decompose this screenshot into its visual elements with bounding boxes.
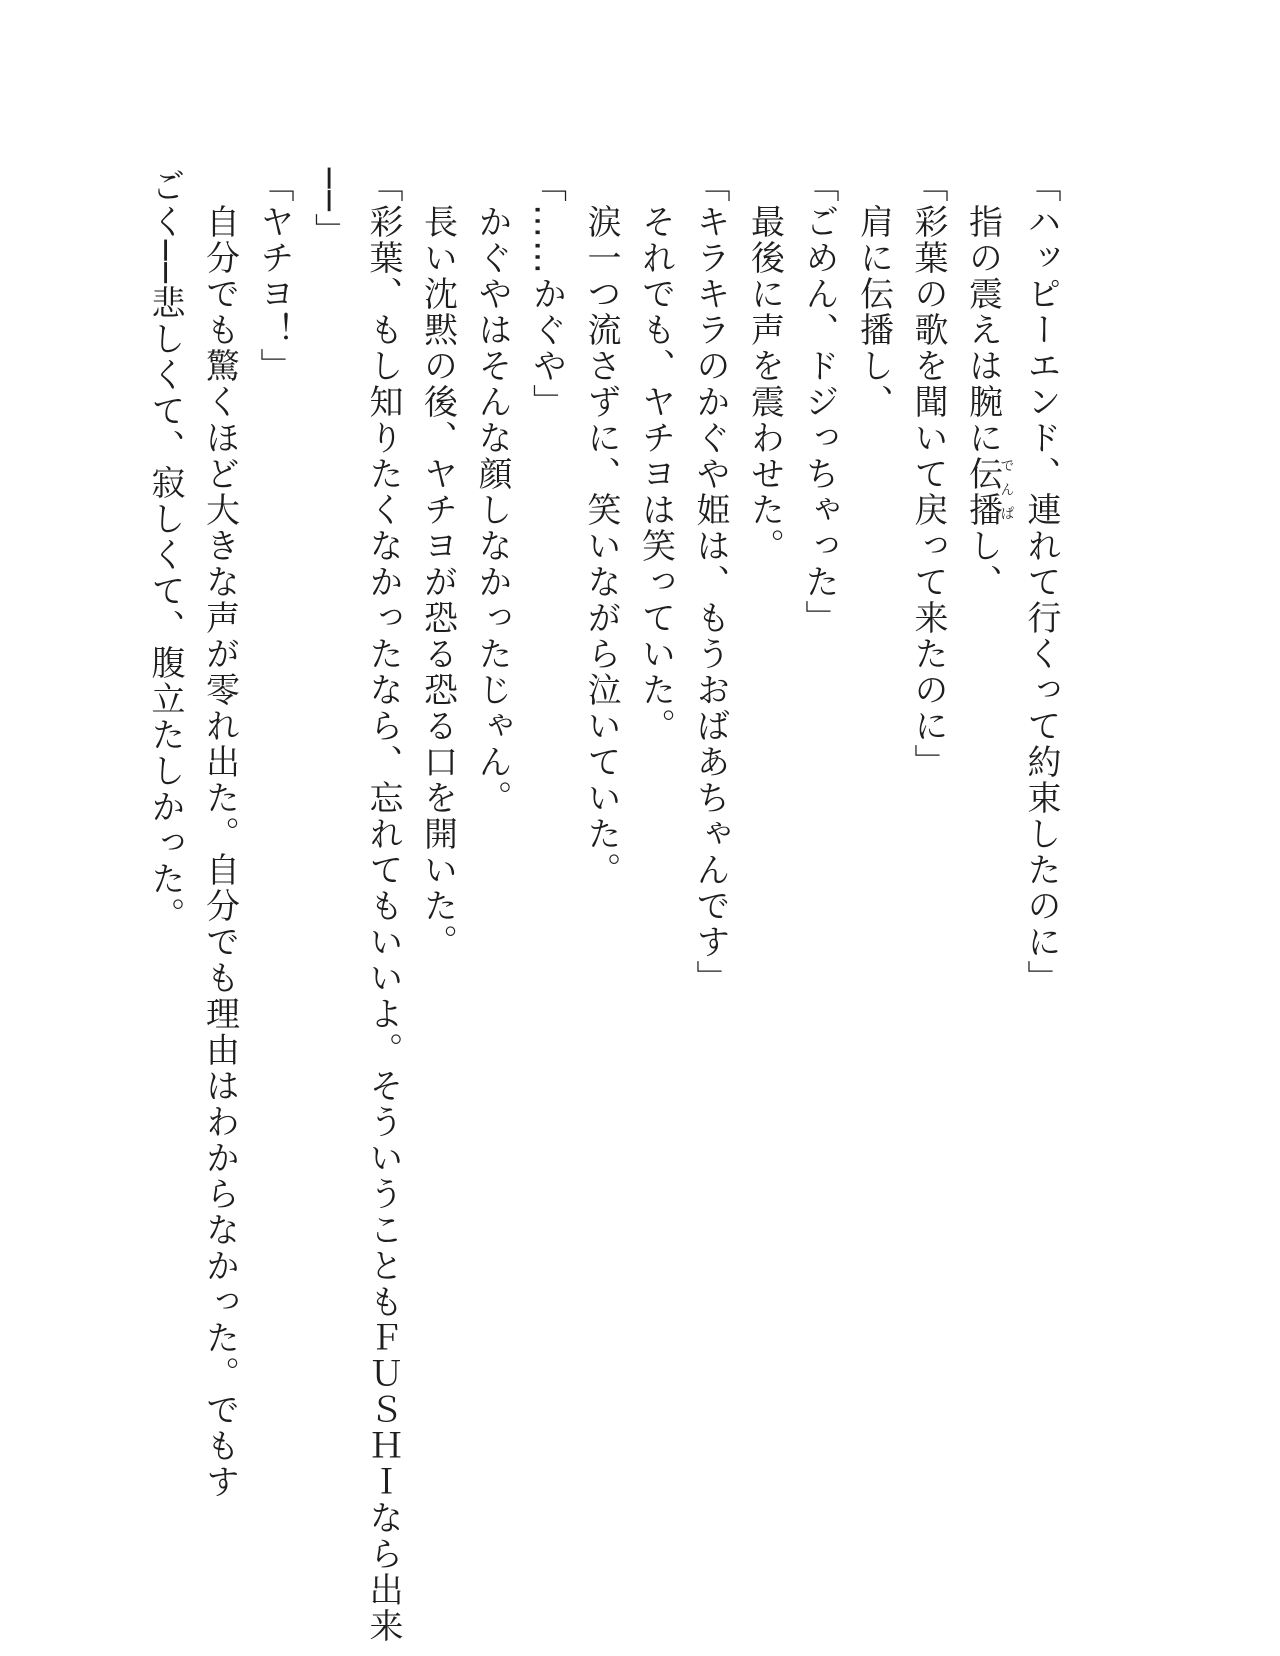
text-line-13: 「彩葉、もし知りたくなかったなら、忘れてもいいよ。そういうこともＦＵＳＨＩなら出来 <box>363 168 403 1644</box>
text-line-2-tail: し、 <box>962 528 1003 600</box>
ruby-denpa <box>962 456 1015 528</box>
text-line-2-lead: 指の震えは腕に <box>962 168 1003 456</box>
text-line-2 <box>955 168 1014 1508</box>
ruby-base: 伝播 <box>962 456 1003 528</box>
text-line-8: それでも、ヤチヨは笑っていた。 <box>635 168 676 744</box>
text-line-1: 「ハッピーエンド、連れて行くって約束したのに」 <box>1021 168 1061 996</box>
ruby-reading: でんぱ <box>998 456 1015 528</box>
text-line-14: ──」 <box>308 168 349 249</box>
text-line-12: 長い沈黙の後、ヤチヨが恐る恐る口を開いた。 <box>417 168 458 960</box>
vertical-text-body <box>138 168 1069 1644</box>
text-line-16: 自分でも驚くほど大きな声が零れ出た。自分でも理由はわからなかった。でもすごく──悲しくて、寂しくて、腹立たしかった。 <box>145 168 240 1500</box>
text-line-4: 肩に伝播し、 <box>853 168 894 420</box>
text-line-9: 涙一つ流さずに、笑いながら泣いていた。 <box>581 168 621 888</box>
text-line-11: かぐやはそんな顔しなかったじゃん。 <box>472 168 512 816</box>
text-line-7: 「キラキラのかぐや姫は、もうおばあちゃんです」 <box>690 168 730 996</box>
text-line-10: 「……かぐや」 <box>526 168 567 420</box>
text-line-15: 「ヤチヨ！」 <box>254 168 294 384</box>
text-line-3: 「彩葉の歌を聞いて戻って来たのに」 <box>908 168 948 780</box>
text-line-6: 最後に声を震わせた。 <box>744 168 785 564</box>
text-line-5: 「ごめん、ドジっちゃった」 <box>799 168 839 636</box>
